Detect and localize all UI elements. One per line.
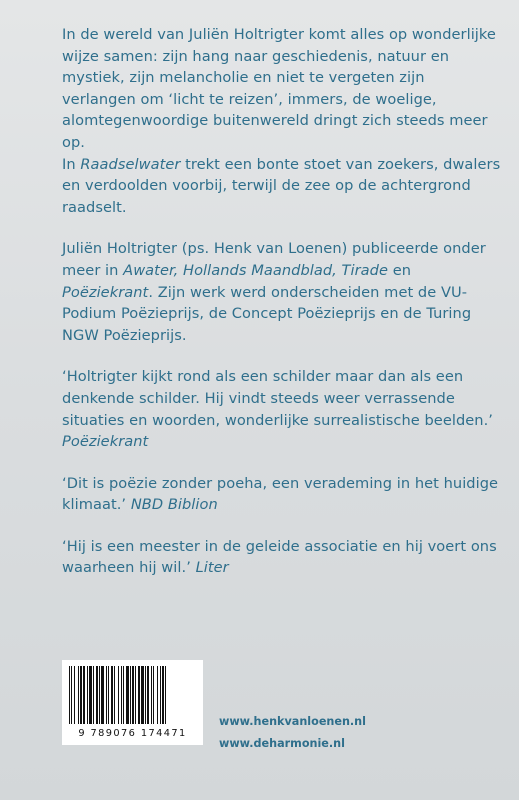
bio-journal-poeziekrant: Poëziekrant	[62, 283, 149, 301]
bio-journals: Awater, Hollands Maandblad, Tirade	[123, 261, 389, 279]
quote-source: Liter	[195, 559, 229, 577]
blurb-text-post: trekt een bonte stoet van zoekers, dwalers en verdoolden voorbij, terwijl de zee op de achtergrond raadselt.	[62, 155, 501, 216]
quote-1	[62, 366, 502, 452]
url-henkvanloenen[interactable]: www.henkvanloenen.nl	[219, 715, 366, 728]
quote-text: ‘Holtrigter kijkt rond als een schilder maar dan als een denkende schilder. Hij vindt steeds weer verrassende situaties en woorden, wonderlijke surrealistische beelden.’	[62, 368, 493, 429]
quote-text: ‘Dit is poëzie zonder poeha, een verademing in het huidige klimaat.’	[62, 474, 499, 514]
book-title: Raadselwater	[80, 155, 181, 173]
quote-source: NBD Biblion	[130, 496, 218, 514]
barcode-bars	[62, 660, 203, 728]
blurb-paragraph	[62, 24, 502, 218]
url-deharmonie[interactable]: www.deharmonie.nl	[219, 737, 345, 750]
quote-source: Poëziekrant	[62, 433, 149, 451]
blurb-text-pre: In	[62, 155, 81, 173]
quote-2	[62, 473, 502, 516]
quote-3	[62, 536, 502, 579]
bio-paragraph	[62, 238, 502, 346]
barcode	[62, 660, 203, 745]
bio-text: Juliën Holtrigter (ps. Henk van Loenen) publiceerde onder meer in	[62, 240, 486, 279]
quote-text: ‘Hij is een meester in de geleide associatie en hij voert ons waarheen hij wil.’	[62, 537, 497, 577]
blurb-text: In de wereld van Juliën Holtrigter komt alles op wonderlijke wijze samen: zijn hang naar geschiedenis, natuur en mystiek, zijn melancholie en niet te vergeten zijn verlangen om ‘licht te reizen’, immers, de woelige, alomtegenwoordige buitenwereld dringt zich steeds meer op.	[62, 26, 496, 151]
back-cover-text	[62, 24, 502, 579]
url-list	[219, 711, 366, 755]
isbn-number: 9 789076 174471	[78, 728, 187, 739]
bio-awards: . Zijn werk werd onderscheiden met de VU-Podium Poëzieprijs, de Concept Poëzieprijs en de Turing NGW Poëzieprijs.	[62, 283, 472, 344]
bio-and: en	[388, 261, 412, 279]
